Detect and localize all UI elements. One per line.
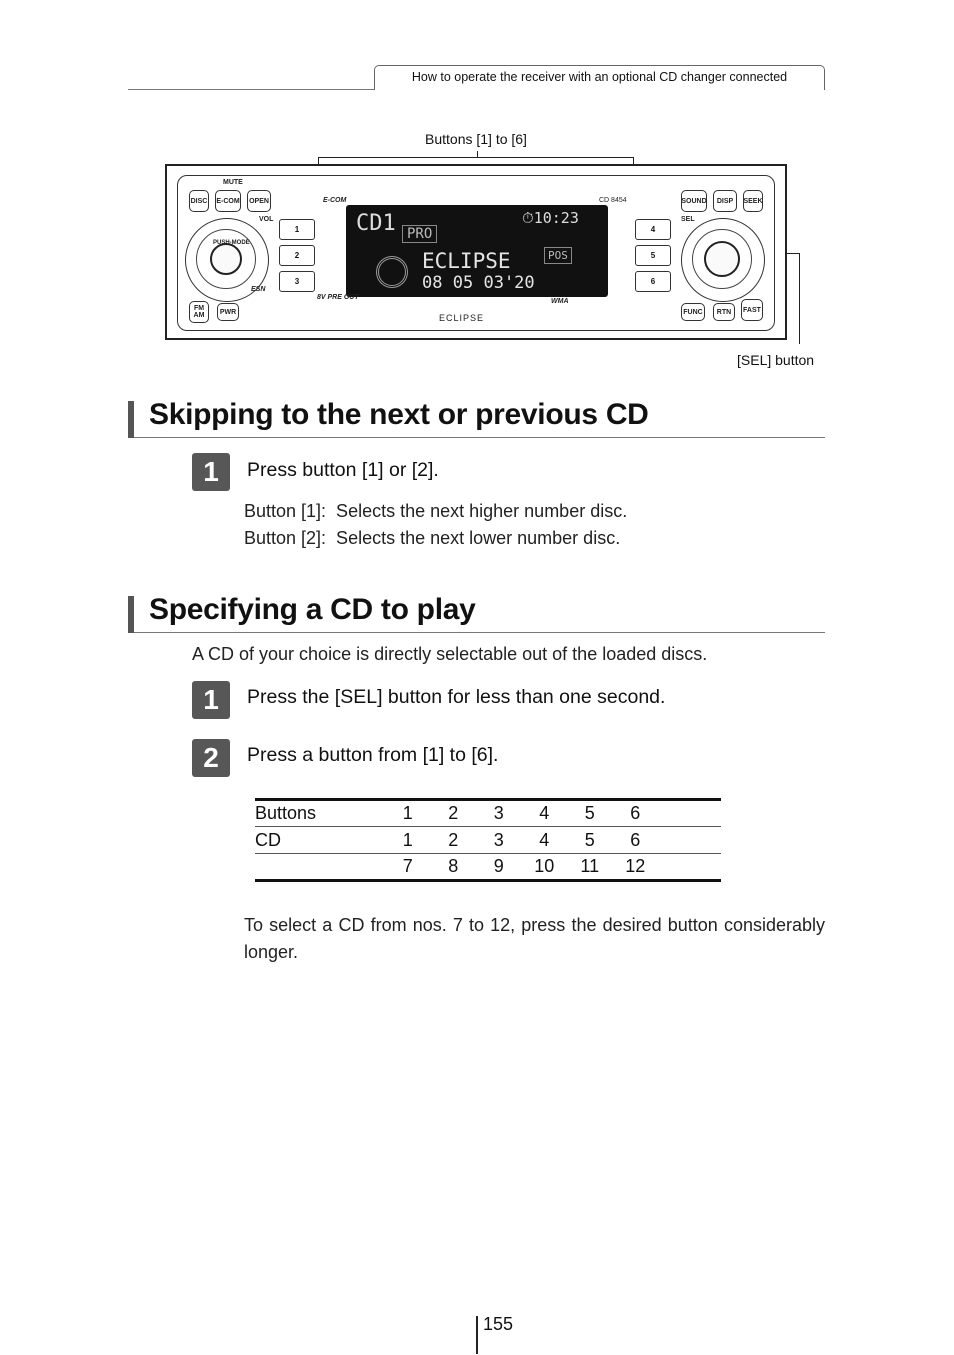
heading-bar — [128, 401, 134, 438]
callout-line — [799, 253, 800, 344]
table-cell: 4 — [522, 827, 568, 854]
selection-note: To select a CD from nos. 7 to 12, press the desired button considerably longer. — [244, 915, 825, 962]
table-cell: 10 — [522, 854, 568, 881]
sound-button: SOUND — [681, 190, 707, 212]
e-com-logo: E-COM — [323, 197, 347, 204]
step-instruction: Press button [1] or [2]. — [247, 459, 439, 481]
esn-label: ESN — [251, 286, 266, 293]
pre-out-label: 8V PRE OUT — [317, 294, 359, 301]
table-row — [255, 800, 721, 827]
pwr-button: PWR — [217, 303, 239, 321]
table-cell: 12 — [613, 854, 659, 881]
button-1-detail: Button [1]: Selects the next higher number disc. — [244, 501, 628, 521]
table-cell: 1 — [385, 800, 431, 827]
display-track-info: 08 05 03'20 — [422, 273, 535, 293]
rtn-button: RTN — [713, 303, 735, 321]
running-header: How to operate the receiver with an optional CD changer connected — [374, 65, 825, 90]
heading-text: Skipping to the next or previous CD — [149, 398, 649, 431]
button-cd-table — [255, 798, 721, 882]
row-label: CD — [255, 827, 385, 854]
display-clock: ⏱10:23 — [522, 209, 579, 227]
table-row — [255, 854, 721, 881]
callout-sel-button: [SEL] button — [737, 352, 815, 368]
sel-knob — [681, 218, 765, 302]
vol-label: VOL — [259, 216, 274, 223]
brand-logo: ECLIPSE — [439, 313, 485, 323]
table-spacer — [658, 854, 721, 881]
table-spacer — [658, 827, 721, 854]
table-cell: 11 — [567, 854, 613, 881]
display-mode: PRO — [402, 225, 437, 243]
section-heading-specify — [128, 593, 825, 633]
table-cell: 2 — [431, 800, 477, 827]
table-cell: 6 — [613, 827, 659, 854]
preset-button-2: 2 — [279, 245, 315, 266]
step-instruction: Press the [SEL] button for less than one second. — [247, 686, 666, 708]
preset-button-5: 5 — [635, 245, 671, 266]
preset-button-1: 1 — [279, 219, 315, 240]
lcd-display — [346, 205, 608, 297]
table-cell: 9 — [476, 854, 522, 881]
model-number: CD 8454 — [599, 197, 627, 204]
sel-label: SEL — [681, 216, 695, 223]
row-label: Buttons — [255, 800, 385, 827]
row-label — [255, 854, 385, 881]
step-instruction: Press a button from [1] to [6]. — [247, 744, 499, 766]
table-cell: 7 — [385, 854, 431, 881]
display-pos: POS — [544, 247, 572, 264]
preset-button-3: 3 — [279, 271, 315, 292]
heading-bar — [128, 596, 134, 633]
callout-line — [318, 157, 634, 158]
wma-logo: WMA — [551, 298, 569, 305]
disp-button: DISP — [713, 190, 737, 212]
table-cell: 5 — [567, 827, 613, 854]
section-intro: A CD of your choice is directly selectable out of the loaded discs. — [192, 644, 708, 664]
table-cell: 4 — [522, 800, 568, 827]
table-spacer — [658, 800, 721, 827]
receiver-faceplate — [165, 164, 787, 340]
display-source: CD1 — [356, 211, 396, 236]
table-cell: 6 — [613, 800, 659, 827]
table-row — [255, 827, 721, 854]
fast-button: FAST — [741, 299, 763, 321]
section-heading-skip — [128, 398, 825, 438]
step-badge-2: 2 — [192, 739, 230, 777]
display-title: ECLIPSE — [422, 249, 511, 273]
table-cell: 1 — [385, 827, 431, 854]
step-badge-1: 1 — [192, 453, 230, 491]
button-2-detail: Button [2]: Selects the next lower number disc. — [244, 528, 621, 548]
page-number: 155 — [483, 1314, 514, 1334]
seek-button: SEEK — [743, 190, 763, 212]
step-badge-1: 1 — [192, 681, 230, 719]
page-number-bar — [476, 1316, 478, 1354]
push-mode-label: PUSH-MODE — [213, 240, 250, 246]
open-button: OPEN — [247, 190, 271, 212]
heading-text: Specifying a CD to play — [149, 593, 476, 626]
preset-button-4: 4 — [635, 219, 671, 240]
table-cell: 3 — [476, 827, 522, 854]
fm-am-button: FM AM — [189, 301, 209, 323]
mute-label: MUTE — [223, 179, 243, 186]
table-cell: 8 — [431, 854, 477, 881]
table-cell: 2 — [431, 827, 477, 854]
disc-button: DISC — [189, 190, 209, 212]
table-cell: 5 — [567, 800, 613, 827]
disc-icon — [376, 256, 408, 288]
callout-buttons-1-6: Buttons [1] to [6] — [425, 131, 527, 147]
func-button: FUNC — [681, 303, 705, 321]
e-com-button: E-COM — [215, 190, 241, 212]
table-cell: 3 — [476, 800, 522, 827]
preset-button-6: 6 — [635, 271, 671, 292]
